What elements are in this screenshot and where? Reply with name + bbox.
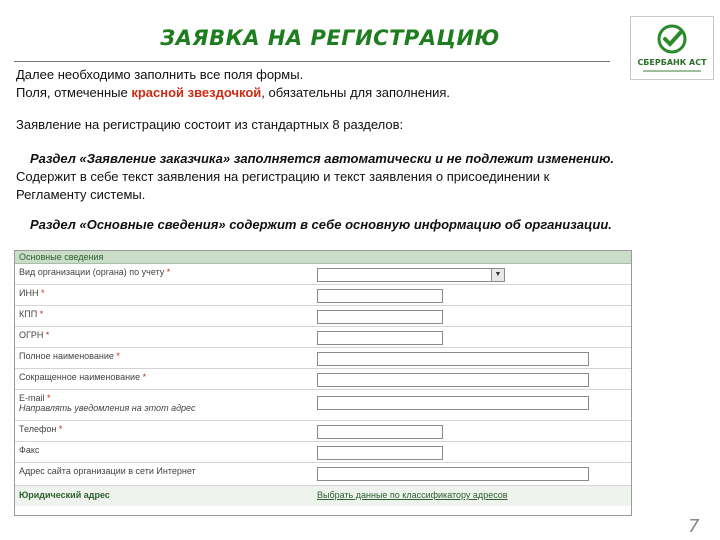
ogrn-input[interactable] bbox=[317, 331, 443, 345]
form-label: Телефон * bbox=[19, 424, 63, 434]
form-row-kpp bbox=[15, 306, 631, 327]
section1-text bbox=[16, 150, 616, 204]
form-row-ogrn bbox=[15, 327, 631, 348]
website-input[interactable] bbox=[317, 467, 589, 481]
intro-line-2 bbox=[16, 84, 450, 102]
choose-address-link[interactable]: Выбрать данные по классификатору адресов bbox=[317, 490, 508, 500]
kpp-input[interactable] bbox=[317, 310, 443, 324]
email-sublabel: Направлять уведомления на этот адрес bbox=[19, 403, 196, 413]
form-label: Вид организации (органа) по учету * bbox=[19, 267, 171, 277]
form-label: Полное наименование * bbox=[19, 351, 120, 361]
intro-line-1: Далее необходимо заполнить все поля формы. bbox=[16, 67, 304, 82]
form-row-org-type bbox=[15, 264, 631, 285]
sberbank-logo-icon bbox=[657, 22, 687, 56]
inn-input[interactable] bbox=[317, 289, 443, 303]
logo-text: СБЕРБАНК АСТ bbox=[637, 58, 707, 67]
logo-underline bbox=[643, 70, 701, 72]
form-header: Основные сведения bbox=[15, 251, 631, 264]
phone-input[interactable] bbox=[317, 425, 443, 439]
form-row-short-name bbox=[15, 369, 631, 390]
form-label: КПП * bbox=[19, 309, 44, 319]
section2-text bbox=[16, 216, 616, 234]
title-divider bbox=[14, 61, 610, 62]
form-label: E-mail * bbox=[19, 393, 51, 403]
intro-line-2-post: , обязательны для заполнения. bbox=[261, 85, 451, 100]
required-marker-text: красной звездочкой bbox=[131, 85, 262, 100]
form-row-email bbox=[15, 390, 631, 421]
section1-bold: Раздел «Заявление заказчика» заполняется автоматически и не подлежит изменению. bbox=[30, 151, 614, 166]
form-label: Адрес сайта организации в сети Интернет bbox=[19, 466, 196, 476]
form-label: Факс bbox=[19, 445, 40, 455]
section1-rest: Содержит в себе текст заявления на регистрацию и текст заявления о присоединении к Регламенту системы. bbox=[16, 169, 550, 202]
org-type-select[interactable] bbox=[317, 268, 505, 282]
basic-info-form bbox=[14, 250, 632, 516]
form-row-full-name bbox=[15, 348, 631, 369]
form-label: ОГРН * bbox=[19, 330, 50, 340]
sberbank-logo bbox=[630, 16, 714, 80]
legal-address-label: Юридический адрес bbox=[19, 490, 110, 500]
section2-bold: Раздел «Основные сведения» содержит в себе основную информацию об организации. bbox=[30, 217, 612, 232]
page-number: 7 bbox=[688, 516, 700, 537]
page-title: ЗАЯВКА НА РЕГИСТРАЦИЮ bbox=[160, 26, 500, 50]
short-name-input[interactable] bbox=[317, 373, 589, 387]
form-row-phone bbox=[15, 421, 631, 442]
form-row-website bbox=[15, 463, 631, 486]
form-label: ИНН * bbox=[19, 288, 45, 298]
form-label: Сокращенное наименование * bbox=[19, 372, 147, 382]
intro-line-3: Заявление на регистрацию состоит из стандартных 8 разделов: bbox=[16, 117, 404, 132]
intro-line-2-pre: Поля, отмеченные bbox=[16, 85, 132, 100]
fax-input[interactable] bbox=[317, 446, 443, 460]
form-row-fax bbox=[15, 442, 631, 463]
form-row-inn bbox=[15, 285, 631, 306]
email-input[interactable] bbox=[317, 396, 589, 410]
form-row-legal-address bbox=[15, 486, 631, 506]
chevron-down-icon[interactable]: ▼ bbox=[491, 269, 504, 281]
full-name-input[interactable] bbox=[317, 352, 589, 366]
